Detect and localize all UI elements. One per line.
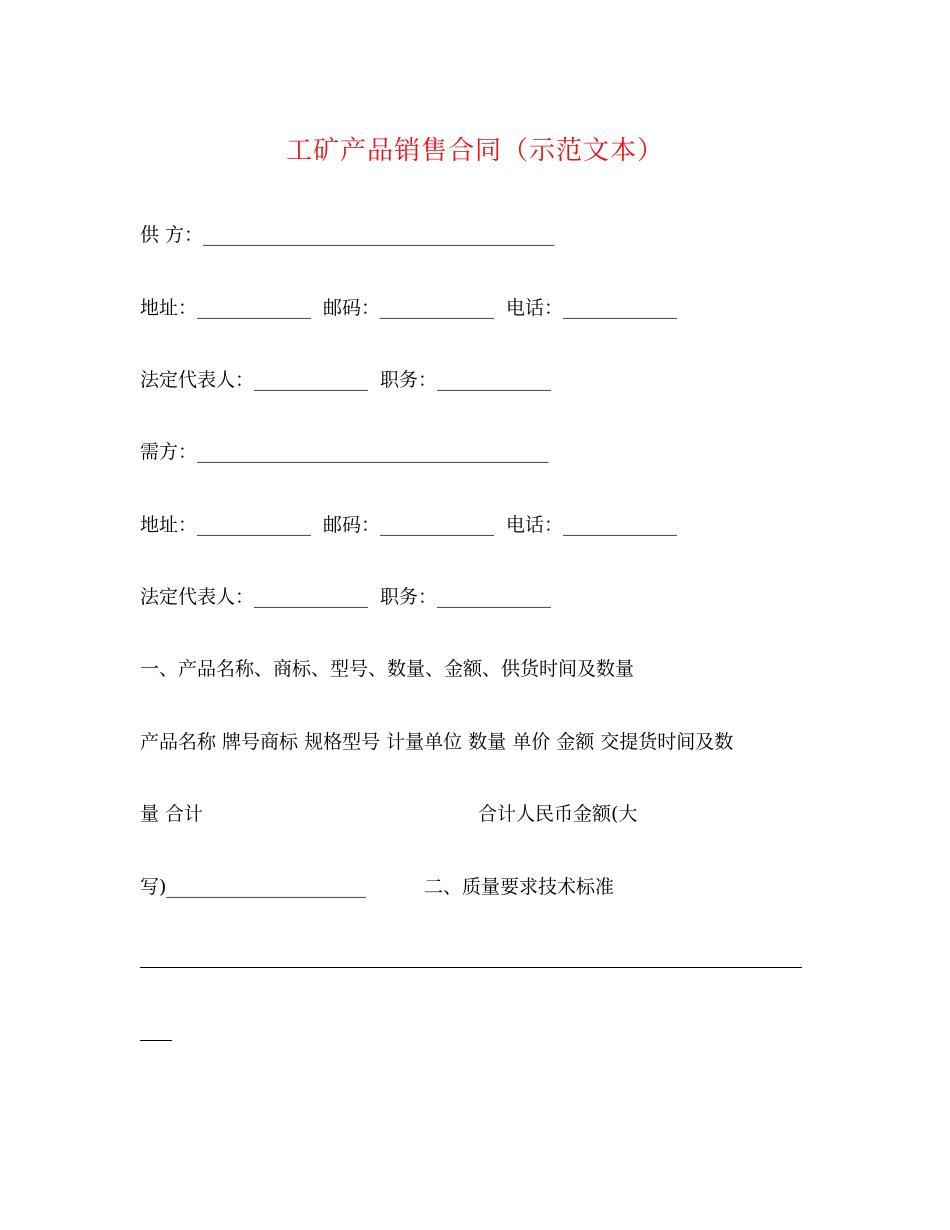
buyer-contact-line	[140, 512, 677, 538]
supplier-label: 供 方：	[140, 224, 204, 246]
document-title: 工矿产品销售合同（示范文本）	[285, 136, 664, 166]
supplier-address-blank: ____________	[197, 297, 312, 319]
buyer-rep-line	[140, 584, 551, 610]
supplier-address-label: 地址：	[140, 297, 198, 319]
total-amount-label-wrap: 写)	[140, 876, 167, 898]
section1-heading: 一、产品名称、商标、型号、数量、金额、供货时间及数量	[140, 658, 635, 680]
table-header-wrap: 量 合计	[140, 803, 204, 825]
supplier-phone-label: 电话：	[506, 297, 564, 319]
buyer-rep-blank: ____________	[254, 586, 369, 608]
buyer-position-label: 职务：	[380, 586, 438, 608]
buyer-rep-label: 法定代表人：	[140, 586, 255, 608]
buyer-blank: _____________________________________	[197, 441, 549, 463]
total-amount-label: 合计人民币金额(大	[478, 803, 638, 825]
supplier-postcode-label: 邮码：	[323, 297, 381, 319]
buyer-phone-label: 电话：	[506, 514, 564, 536]
supplier-contact-line	[140, 295, 677, 321]
total-amount-blank: _____________________	[166, 876, 366, 898]
supplier-position-label: 职务：	[380, 369, 438, 391]
supplier-rep-label: 法定代表人：	[140, 369, 255, 391]
supplier-postcode-blank: ____________	[380, 297, 495, 319]
supplier-line	[140, 222, 555, 248]
supplier-phone-blank: ____________	[563, 297, 678, 319]
buyer-phone-blank: ____________	[563, 514, 678, 536]
supplier-position-blank: ____________	[437, 369, 552, 391]
buyer-label: 需方：	[140, 441, 198, 463]
buyer-postcode-label: 邮码：	[323, 514, 381, 536]
buyer-position-blank: ____________	[437, 586, 552, 608]
buyer-address-blank: ____________	[197, 514, 312, 536]
supplier-rep-blank: ____________	[254, 369, 369, 391]
quality-standard-blank-line	[140, 967, 802, 968]
quality-standard-blank-line-cont	[140, 1040, 172, 1041]
buyer-line	[140, 439, 549, 465]
supplier-rep-line	[140, 367, 551, 393]
section2-heading: 二、质量要求技术标准	[424, 876, 615, 898]
buyer-address-label: 地址：	[140, 514, 198, 536]
supplier-blank: _____________________________________	[203, 224, 555, 246]
buyer-postcode-blank: ____________	[380, 514, 495, 536]
total-amount-line	[140, 874, 366, 900]
table-header-line: 产品名称 牌号商标 规格型号 计量单位 数量 单价 金额 交提货时间及数	[140, 731, 734, 753]
